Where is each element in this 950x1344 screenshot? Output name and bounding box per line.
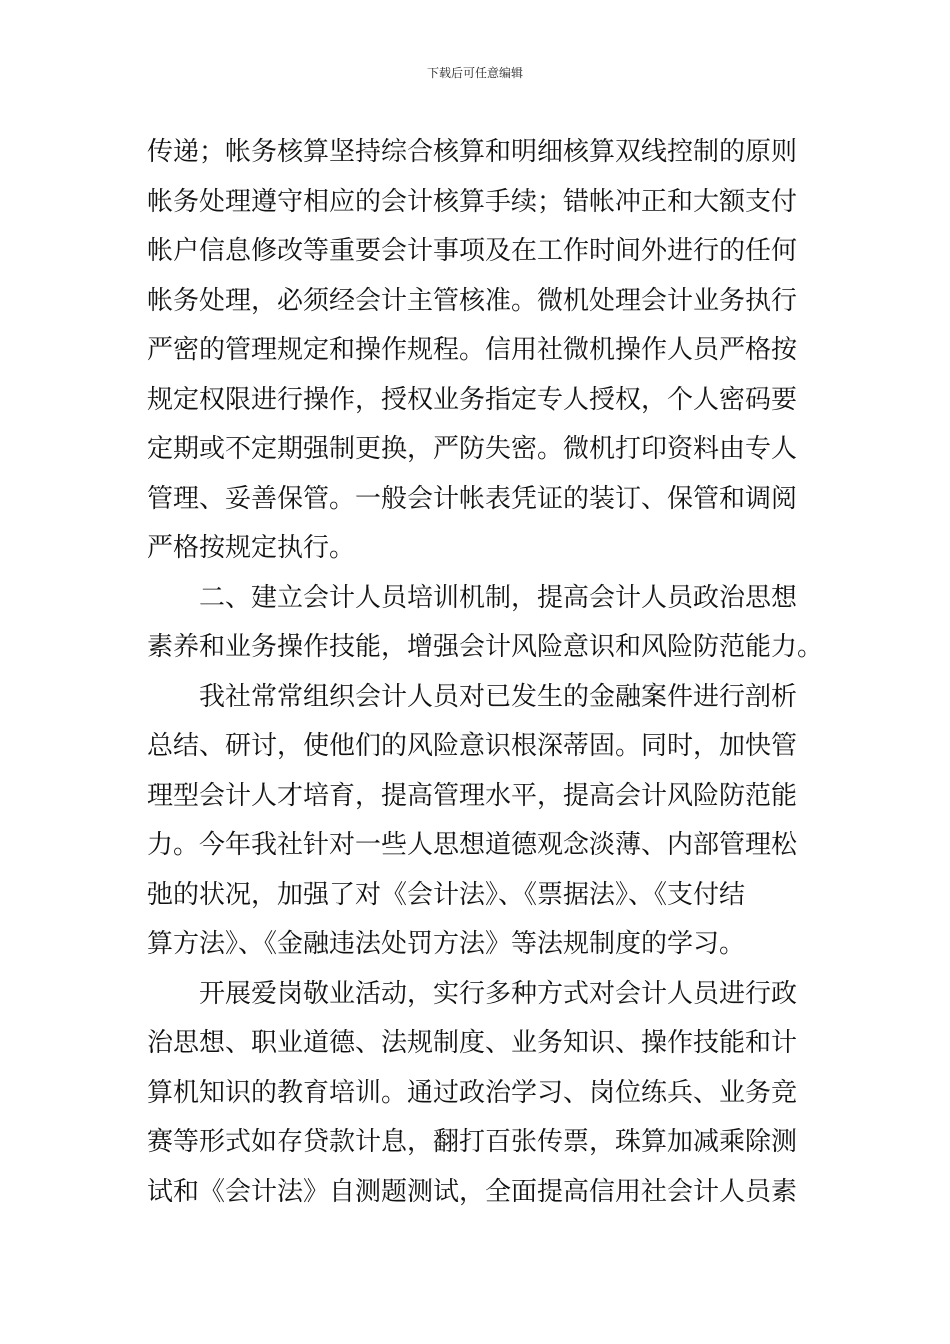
text-line: 严格按规定执行。 bbox=[147, 533, 356, 563]
text-line: 赛等形式如存贷款计息，翻打百张传票，珠算加减乘除测 bbox=[147, 1127, 798, 1157]
paragraph-start-line: 开展爱岗敬业活动，实行多种方式对会计人员进行政 bbox=[147, 978, 798, 1009]
text-line: 定期或不定期强制更换，严防失密。微机打印资料由专人 bbox=[147, 434, 798, 464]
section-heading-line: 素养和业务操作技能，增强会计风险意识和风险防范能力。 bbox=[147, 632, 824, 662]
text-line: 规定权限进行操作，授权业务指定专人授权，个人密码要 bbox=[147, 384, 798, 415]
paragraph-start-line: 我社常常组织会计人员对已发生的金融案件进行剖析 bbox=[147, 681, 798, 712]
text-line: 管理、妥善保管。一般会计帐表凭证的装订、保管和调阅 bbox=[147, 483, 798, 514]
page-header: 下载后可任意编辑 bbox=[426, 66, 523, 80]
text-line: 严密的管理规定和操作规程。信用社微机操作人员严格按 bbox=[147, 335, 798, 365]
text-line: 算方法》、《金融违法处罚方法》等法规制度的学习。 bbox=[147, 929, 746, 959]
text-line: 帐务处理，必须经会计主管核准。微机处理会计业务执行 bbox=[147, 285, 798, 316]
text-line: 帐户信息修改等重要会计事项及在工作时间外进行的任何 bbox=[147, 236, 798, 266]
text-line: 总结、研讨，使他们的风险意识根深蒂固。同时，加快管 bbox=[147, 731, 798, 761]
text-line: 力。今年我社针对一些人思想道德观念淡薄、内部管理松 bbox=[147, 830, 798, 860]
text-line: 帐务处理遵守相应的会计核算手续；错帐冲正和大额支付 bbox=[147, 186, 798, 217]
text-line: 试和《会计法》自测题测试，全面提高信用社会计人员素 bbox=[147, 1176, 798, 1207]
text-line: 理型会计人才培育，提高管理水平，提高会计风险防范能 bbox=[147, 780, 798, 811]
text-line: 算机知识的教育培训。通过政治学习、岗位练兵、业务竞 bbox=[147, 1077, 798, 1108]
section-heading-line: 二、建立会计人员培训机制，提高会计人员政治思想 bbox=[147, 582, 798, 613]
text-line: 治思想、职业道德、法规制度、业务知识、操作技能和计 bbox=[147, 1028, 798, 1058]
text-line: 弛的状况，加强了对《会计法》、《票据法》、《支付结 bbox=[147, 879, 746, 910]
document-body bbox=[147, 128, 824, 1217]
text-line: 传递；帐务核算坚持综合核算和明细核算双线控制的原则 bbox=[147, 137, 798, 167]
